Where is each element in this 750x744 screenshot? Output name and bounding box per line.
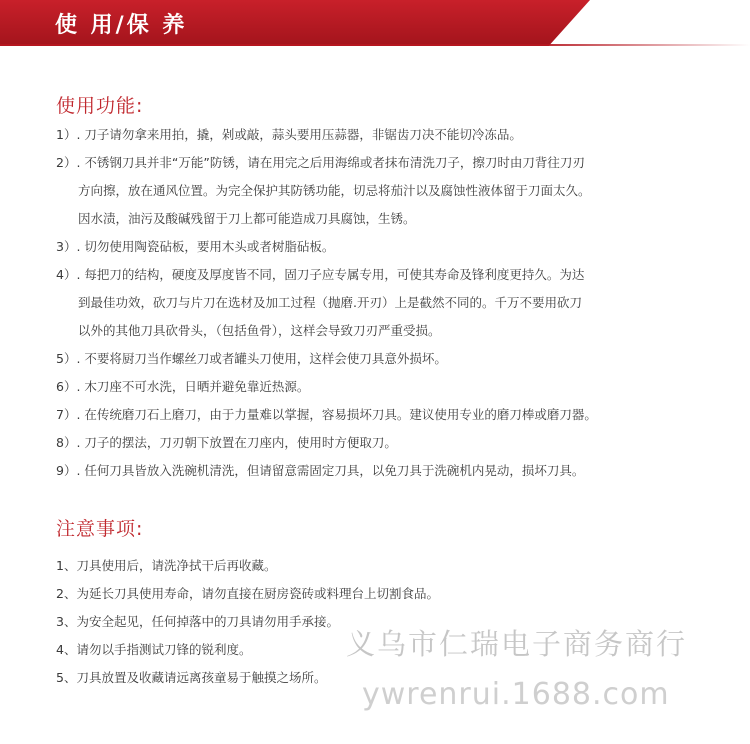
function-item-line: 8）. 刀子的摆法，刀刃朝下放置在刀座内，使用时方便取刀。 bbox=[56, 435, 397, 450]
note-item: 2、为延长刀具使用寿命，请勿直接在厨房瓷砖或料理台上切割食品。 bbox=[56, 586, 439, 601]
functions-list bbox=[56, 121, 730, 485]
function-item-line: 4）. 每把刀的结构，硬度及厚度皆不同，固刀子应专属专用，可使其寿命及锋利度更持久。为达 bbox=[56, 267, 585, 282]
function-item bbox=[56, 261, 730, 345]
function-item bbox=[56, 345, 730, 373]
function-item bbox=[56, 121, 730, 149]
function-item-line: 以外的其他刀具砍骨头，（包括鱼骨），这样会导致刀刃严重受损。 bbox=[78, 323, 441, 338]
function-item-line: 6）. 木刀座不可水洗，日晒并避免靠近热源。 bbox=[56, 379, 310, 394]
function-item-line: 2）. 不锈钢刀具并非“万能”防锈，请在用完之后用海绵或者抹布清洗刀子，擦刀时由刀背往刀刃 bbox=[56, 155, 585, 170]
function-item-line: 方向擦，放在通风位置。为完全保护其防锈功能，切忌将茄汁以及腐蚀性液体留于刀面太久。 bbox=[78, 183, 591, 198]
function-item bbox=[56, 373, 730, 401]
function-item-line: 3）. 切勿使用陶瓷砧板，要用木头或者树脂砧板。 bbox=[56, 239, 335, 254]
function-item-line: 1）. 刀子请勿拿来用拍，撬，剁或敲，蒜头要用压蒜器，非锯齿刀决不能切冷冻品。 bbox=[56, 127, 522, 142]
function-item-line: 9）. 任何刀具皆放入洗碗机清洗，但请留意需固定刀具，以免刀具于洗碗机内晃动，损坏刀具。 bbox=[56, 463, 585, 478]
function-item-line: 5）. 不要将厨刀当作螺丝刀或者罐头刀使用，这样会使刀具意外损坏。 bbox=[56, 351, 447, 366]
header-underline bbox=[0, 44, 750, 46]
watermark-url: ywrenrui.1688.com bbox=[362, 677, 670, 712]
function-item bbox=[56, 401, 730, 429]
notes-title: 注意事项: bbox=[56, 518, 144, 540]
note-item: 5、刀具放置及收藏请远离孩童易于触摸之场所。 bbox=[56, 670, 327, 685]
note-item: 4、请勿以手指测试刀锋的锐利度。 bbox=[56, 642, 252, 657]
function-item-line: 7）. 在传统磨刀石上磨刀，由于力量难以掌握，容易损坏刀具。建议使用专业的磨刀棒或磨刀器。 bbox=[56, 407, 597, 422]
watermark-company: 义乌市仁瑞电子商务商行 bbox=[346, 627, 688, 661]
note-item: 3、为安全起见，任何掉落中的刀具请勿用手承接。 bbox=[56, 614, 339, 629]
page-title: 使 用/保 养 bbox=[55, 13, 188, 38]
note-item: 1、刀具使用后，请洗净拭干后再收藏。 bbox=[56, 558, 277, 573]
header-banner bbox=[0, 0, 750, 46]
function-item-line: 到最佳功效，砍刀与片刀在选材及加工过程（抛磨.开刃）上是截然不同的。千万不要用砍刀 bbox=[78, 295, 582, 310]
function-item bbox=[56, 149, 730, 233]
functions-title: 使用功能: bbox=[56, 95, 144, 117]
function-item-line: 因水渍，油污及酸碱残留于刀上都可能造成刀具腐蚀，生锈。 bbox=[78, 211, 416, 226]
function-item bbox=[56, 233, 730, 261]
function-item bbox=[56, 429, 730, 457]
function-item bbox=[56, 457, 730, 485]
